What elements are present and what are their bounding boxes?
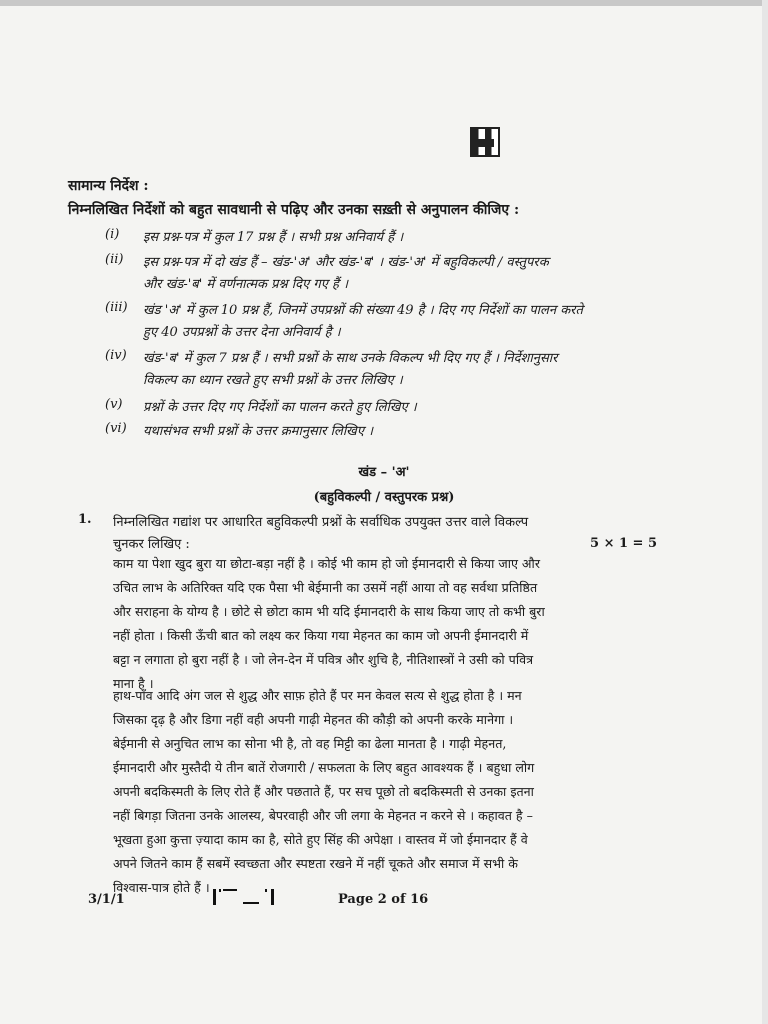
page-right-edge [762,0,768,1024]
page-top-edge [0,0,768,6]
passage-line: हाथ-पाँव आदि अंग जल से शुद्ध और साफ़ होते हैं पर मन केवल सत्य से शुद्ध होता है । मन [113,688,522,703]
passage-line: अपनी बदकिस्मती के लिए रोते हैं और पछताते हैं, पर सच पूछो तो बदकिस्मती से उनका इतना [113,784,534,799]
page-number: Page 2 of 16 [338,892,429,907]
instruction-text: इस प्रश्न-पत्र में कुल 17 प्रश्न हैं । सभी प्रश्न अनिवार्य हैं । [143,230,404,245]
passage-line: भूखता हुआ कुत्ता ज़्यादा काम का है, सोते हुए सिंह की अपेक्षा । वास्तव में जो ईमानदार हैं वे [113,832,528,847]
passage-line: जिसका दृढ़ है और डिगा नहीं वही अपनी गाढ़ी मेहनत की कौड़ी को अपनी करके मानेगा । [113,712,514,727]
instruction-number: (iv) [105,348,127,363]
instruction-text: खंड 'अ' में कुल 10 प्रश्न हैं, जिनमें उपप्रश्नों की संख्या 49 है । दिए गए निर्देशों का पालन करते [143,303,583,318]
instruction-text: प्रश्नों के उत्तर दिए गए निर्देशों का पालन करते हुए लिखिए । [143,400,417,415]
passage-line: नहीं होता । किसी ऊँची बात को लक्ष्य कर किया गया मेहनत का काम जो अपनी ईमानदारी में [113,628,529,643]
passage-line: नहीं बिगड़ा जितना उनके आलस्य, बेपरवाही और जी लगा के मेहनत न करने से । कहावत है – [113,808,533,823]
section-title: खंड – 'अ' [358,465,410,480]
instruction-number: (v) [105,397,123,412]
instruction-text: विकल्प का ध्यान रखते हुए सभी प्रश्नों के उत्तर लिखिए । [143,373,403,388]
instruction-number: (iii) [105,300,128,315]
question-text: चुनकर लिखिए : [113,537,190,552]
marks-allocation: 5 × 1 = 5 [590,536,658,551]
instruction-number: (i) [105,227,120,242]
qr-code-icon [470,127,500,157]
passage-line: विश्वास-पात्र होते हैं । [113,880,210,895]
passage-line: माना है । [113,676,154,691]
question-text: निम्नलिखित गद्यांश पर आधारित बहुविकल्पी प्रश्नों के सर्वाधिक उपयुक्त उत्तर वाले विकल्प [113,515,529,530]
instruction-number: (vi) [105,421,127,436]
passage-line: ईमानदारी और मुस्तैदी ये तीन बातें रोजगारी / सफलता के लिए बहुत आवश्यक हैं । बहुधा लोग [113,760,535,775]
passage-paragraph-1 [113,552,638,696]
instruction-text: हुए 40 उपप्रश्नों के उत्तर देना अनिवार्य है । [143,325,341,340]
passage-line: काम या पेशा खुद बुरा या छोटा-बड़ा नहीं है । कोई भी काम हो जो ईमानदारी से किया जाए और [113,556,540,571]
passage-line: बेईमानी से अनुचित लाभ का सोना भी है, तो वह मिट्टी का ढेला मानता है । गाढ़ी मेहनत, [113,736,507,751]
instruction-text: और खंड-'ब' में वर्णनात्मक प्रश्न दिए गए हैं । [143,277,349,292]
instruction-text: यथासंभव सभी प्रश्नों के उत्तर क्रमानुसार लिखिए । [143,424,374,439]
section-subtitle: (बहुविकल्पी / वस्तुपरक प्रश्न) [313,490,455,505]
instruction-text: खंड-'ब' में कुल 7 प्रश्न हैं । सभी प्रश्नों के साथ उनके विकल्प भी दिए गए हैं । निर्देशानुसार [143,351,558,366]
instruction-number: (ii) [105,252,124,267]
instruction-text: इस प्रश्न-पत्र में दो खंड हैं – खंड-'अ' और खंड-'ब' । खंड-'अ' में बहुविकल्पी / वस्तुपरक [143,255,549,270]
passage-paragraph-2 [113,684,638,900]
barcode-icon [213,889,276,905]
passage-line: उचित लाभ के अतिरिक्त यदि एक पैसा भी बेईमानी का उसमें नहीं आया तो वह सर्वथा प्रतिष्ठित [113,580,538,595]
question-number: 1. [78,512,92,527]
passage-line: अपने जितने काम हैं सबमें स्वच्छता और स्पष्टता रखने में नहीं चूकते और समाज में सभी के [113,856,518,871]
instructions-heading: निम्नलिखित निर्देशों को बहुत सावधानी से पढ़िए और उनका सख़्ती से अनुपालन कीजिए : [68,202,520,218]
passage-line: और सराहना के योग्य है । छोटे से छोटा काम भी यदि ईमानदारी के साथ किया जाए तो कभी बुरा [113,604,545,619]
paper-code: 3/1/1 [88,892,125,907]
passage-line: बट्टा न लगाता हो बुरा नहीं है । जो लेन-देन में पवित्र और शुचि है, नीतिशास्त्रों ने उसी को पवित्र [113,652,534,667]
general-instructions-title: सामान्य निर्देश : [68,178,149,194]
